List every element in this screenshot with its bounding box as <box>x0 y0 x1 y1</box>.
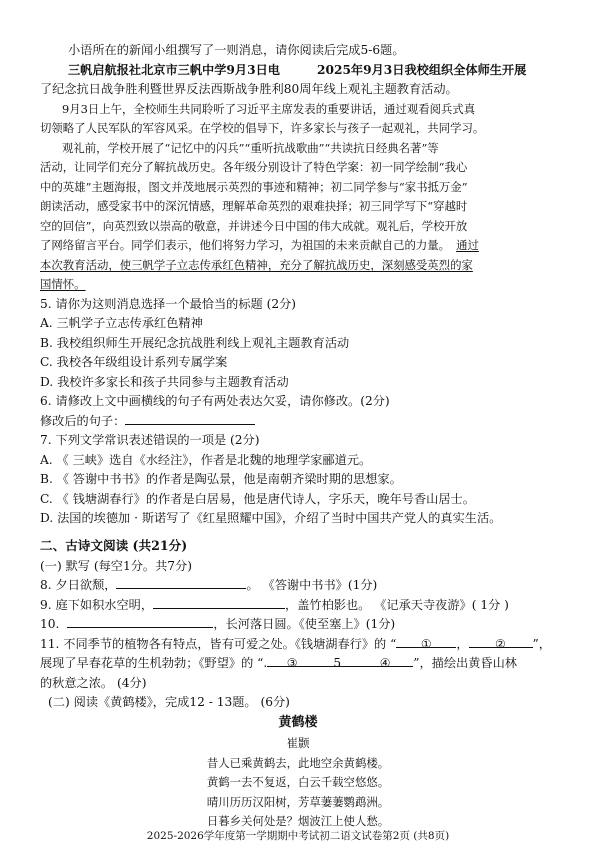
q9-prompt: 9. 庭下如积水空明， <box>40 598 154 612</box>
q11-blank-3[interactable]: ③ <box>267 654 317 667</box>
q6-answer-line <box>40 412 255 430</box>
q11-blank-1[interactable]: ① <box>396 635 456 648</box>
news-para2-line4: 朗读活动，感受家书中的深沉情感，理解革命英烈的艰难抉择；初三同学写下“穿越时 <box>40 199 468 213</box>
q7-option-c: C. 《 钱塘湖春行》的作者是白居易，他是唐代诗人，字乐天，晚年号香山居士。 <box>40 492 475 506</box>
q8-line <box>40 576 377 594</box>
news-headline-part2: 2025年9月3日我校组织全体师生开展 <box>317 63 527 77</box>
poem-author: 崔颢 <box>286 736 310 750</box>
q9-blank[interactable] <box>153 596 285 609</box>
q11-line3: 的秋意之浓。 (4分) <box>40 676 147 690</box>
news-headline-part1: 三帆启航报社北京市三帆中学9月3日电 <box>68 63 280 77</box>
underlined-sentence-middle: 本次教育活动，使三帆学子立志传承红色精神，充分了解抗战历史，深刻感受英烈的家 <box>40 258 473 272</box>
q11-sep: ， <box>456 637 469 651</box>
q11-text-4: ”，描绘出黄昏山林 <box>413 656 517 670</box>
poem-title: 黄鹤楼 <box>278 715 318 730</box>
news-headline-part3: 了纪念抗日战争胜利暨世界反法西斯战争胜利80周年线上观礼主题教育活动。 <box>40 82 458 96</box>
q8-blank[interactable] <box>116 576 246 589</box>
news-intro: 小语所在的新闻小组撰写了一则消息，请你阅读后完成5-6题。 <box>68 43 405 57</box>
q7-option-b: B. 《 答谢中书书》的作者是陶弘景，他是南朝齐梁时期的思想家。 <box>40 472 402 486</box>
q11-line2 <box>40 654 517 672</box>
q11-line1 <box>40 635 551 653</box>
section2-title: 二、古诗文阅读 (共21分) <box>40 538 188 553</box>
q11-blank-4[interactable]: ④ <box>357 654 413 667</box>
section2-sub1: (一) 默写 (每空1分。共7分) <box>40 559 192 573</box>
q8-source: 。 《答谢中书书》(1分) <box>246 578 378 592</box>
q9-line <box>40 596 509 614</box>
q5-option-a: A. 三帆学子立志传承红色精神 <box>40 316 203 330</box>
news-para1-line2: 切领略了人民军队的军容风采。在学校的倡导下，许多家长与孩子一起观礼，共同学习。 <box>40 121 485 135</box>
q9-source: ，盖竹柏影也。 《记承天寺夜游》( 1分 ) <box>285 598 509 612</box>
news-para2-line3: 中的英雄”主题海报，图文并茂地展示英烈的事迹和精神；初二同学参与“家书抵万金” <box>40 180 468 194</box>
q10-blank[interactable] <box>67 615 213 628</box>
q11-blank-mark[interactable]: 5 <box>317 654 357 667</box>
q10-line <box>40 615 395 633</box>
section2-sub2: (二) 阅读《黄鹤楼》，完成12 - 13题。 (6分) <box>48 695 290 709</box>
q5-option-b: B. 我校组织师生开展纪念抗战胜利线上观礼主题教育活动 <box>40 336 350 350</box>
q11-blank-2[interactable]: ② <box>469 635 533 648</box>
q10-prompt: 10. <box>40 617 60 631</box>
underlined-sentence-end: 国情怀。 <box>40 277 86 291</box>
q11-text-1: 11. 不同季节的植物各有特点，皆有可爱之处。《钱塘湖春行》的 “ <box>40 637 397 651</box>
q6-answer-label: 修改后的句子： <box>40 414 126 428</box>
q7-stem: 7. 下列文学常识表述错误的一项是 (2分) <box>40 433 260 447</box>
poem-line-4: 日暮乡关何处是？烟波江上使人愁。 <box>206 814 390 828</box>
q8-prompt: 8. 夕日欲颓， <box>40 578 117 592</box>
news-para2-line1: 观礼前，学校开展了“记忆中的闪兵”“重听抗战歌曲”“共读抗日经典名著”等 <box>62 141 439 155</box>
q11-text-2: ”， <box>532 637 551 651</box>
news-para1-line1: 9月3日上午，全校师生共同聆听了习近平主席发表的重要讲话，通过观看阅兵式真 <box>62 102 476 116</box>
q5-stem: 5. 请你为这则消息选择一个最恰当的标题 (2分) <box>40 297 297 311</box>
poem-line-3: 晴川历历汉阳树，芳草萋萋鹦鹉洲。 <box>206 795 390 809</box>
news-para2-line6-text: 了网络留言平台。同学们表示，他们将努力学习，为祖国的未来贡献自己的力量。 <box>40 238 451 252</box>
q11-text-3: 展现了早春花草的生机勃勃；《野望》的 “. <box>40 656 268 670</box>
news-para2-line2: 活动，让同学们充分了解抗战历史。各年级分别设计了特色学案：初一同学绘制“我心 <box>40 160 468 174</box>
news-para2-line5: 空的回信”，向英烈致以崇高的敬意，并讲述今日中国的伟大成就。观礼后，学校开放 <box>40 219 468 233</box>
q6-stem: 6. 请修改上文中画横线的句子有两处表达欠妥，请你修改。(2分) <box>40 394 390 408</box>
q6-answer-blank[interactable] <box>125 412 255 425</box>
news-para2-line6 <box>40 236 479 254</box>
q5-option-c: C. 我校各年级组设计系列专属学案 <box>40 355 228 369</box>
poem-line-2: 黄鹤一去不复返，白云千载空悠悠。 <box>206 775 390 789</box>
q10-source: ，长河落日圆。《使至塞上》(1分) <box>213 617 396 631</box>
q5-option-d: D. 我校许多家长和孩子共同参与主题教育活动 <box>40 375 289 389</box>
q7-option-a: A. 《 三峡》选自《水经注》，作者是北魏的地理学家郦道元。 <box>40 453 372 467</box>
q7-option-d: D. 法国的埃德加 · 斯诺写了《红星照耀中国》，介绍了当时中国共产党人的真实生活。 <box>40 511 502 525</box>
poem-line-1: 昔人已乘黄鹤去，此地空余黄鹤楼。 <box>206 756 390 770</box>
underlined-sentence-start: 通过 <box>456 238 479 252</box>
page-footer: 2025-2026学年度第一学期期中考试初二语文试卷第2页 (共8页) <box>146 830 450 842</box>
